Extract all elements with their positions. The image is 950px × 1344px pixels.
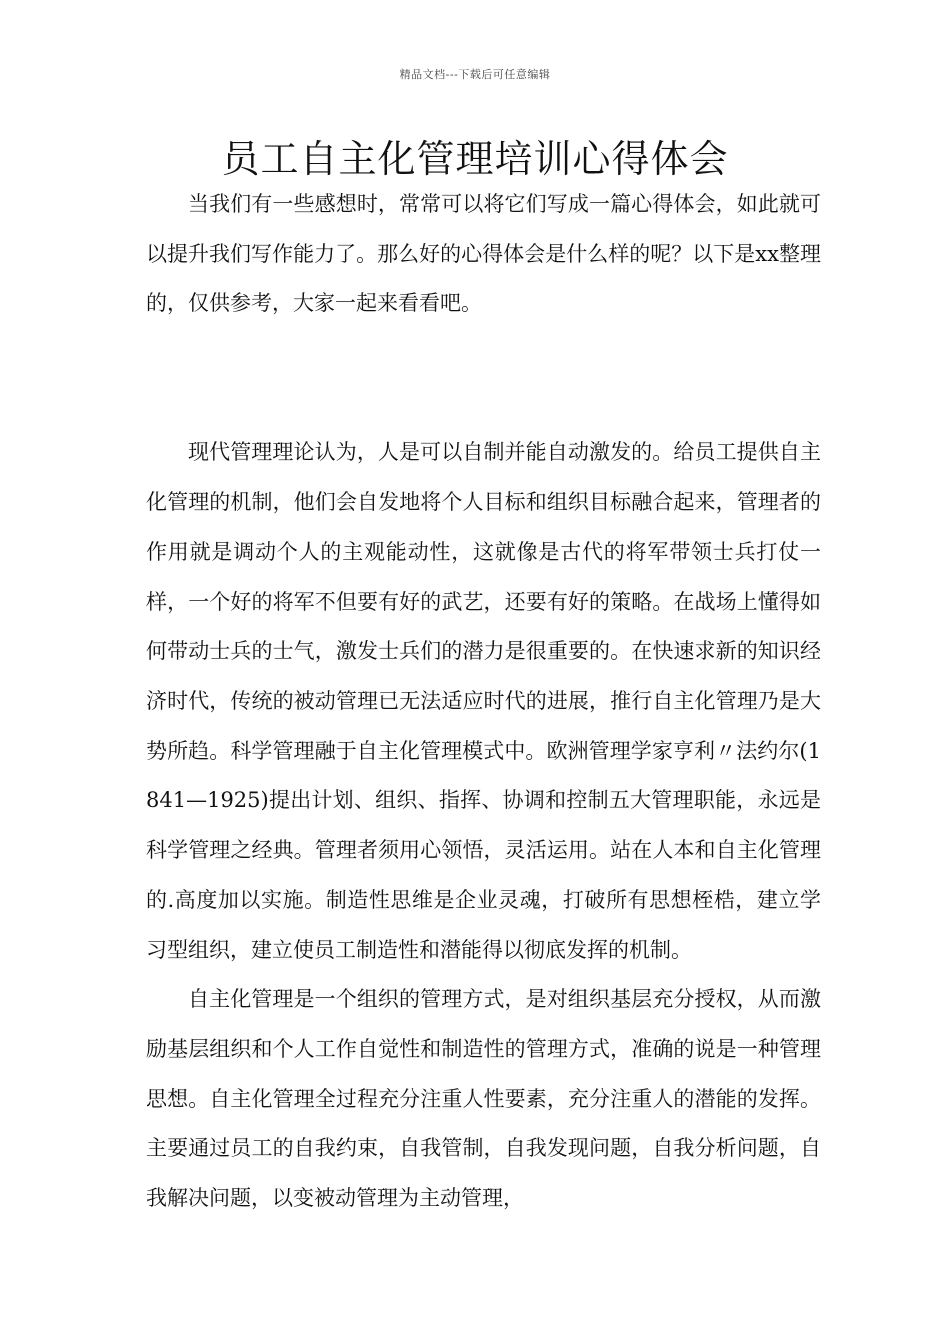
body-paragraph: 自主化管理是一个组织的管理方式，是对组织基层充分授权，从而激励基层组织和个人工作自觉性和制造性的管理方式，准确的说是一种管理思想。自主化管理全过程充分注重人性要素，充分注重人的潜能的发挥。主要通过员工的自我约束，自我管制，自我发现问题，自我分析问题，自我解决问题，以变被动管理为主动管理， (146, 987, 821, 1211)
document-body (146, 180, 821, 1224)
paragraph-spacer (146, 329, 821, 379)
header-note: 精品文档---下载后可任意编辑 (399, 68, 551, 81)
paragraph-spacer (146, 379, 821, 429)
document-title: 员工自主化管理培训心得体会 (221, 137, 729, 181)
intro-paragraph: 当我们有一些感想时，常常可以将它们写成一篇心得体会，如此就可以提升我们写作能力了。那么好的心得体会是什么样的呢？以下是xx整理的，仅供参考，大家一起来看看吧。 (146, 192, 821, 316)
body-paragraph: 现代管理理论认为，人是可以自制并能自动激发的。给员工提供自主化管理的机制，他们会自发地将个人目标和组织目标融合起来，管理者的作用就是调动个人的主观能动性，这就像是古代的将军带领士兵打仗一样，一个好的将军不但要有好的武艺，还要有好的策略。在战场上懂得如何带动士兵的士气，激发士兵们的潜力是很重要的。在快速求新的知识经济时代，传统的被动管理已无法适应时代的进展，推行自主化管理乃是大势所趋。科学管理融于自主化管理模式中。欧洲管理学家亨利〃法约尔(1841—1925)提出计划、组织、指挥、协调和控制五大管理职能，永远是科学管理之经典。管理者须用心领悟，灵活运用。站在人本和自主化管理的.高度加以实施。制造性思维是企业灵魂，打破所有思想桎梏，建立学习型组织，建立使员工制造性和潜能得以彻底发挥的机制。 (146, 440, 821, 962)
